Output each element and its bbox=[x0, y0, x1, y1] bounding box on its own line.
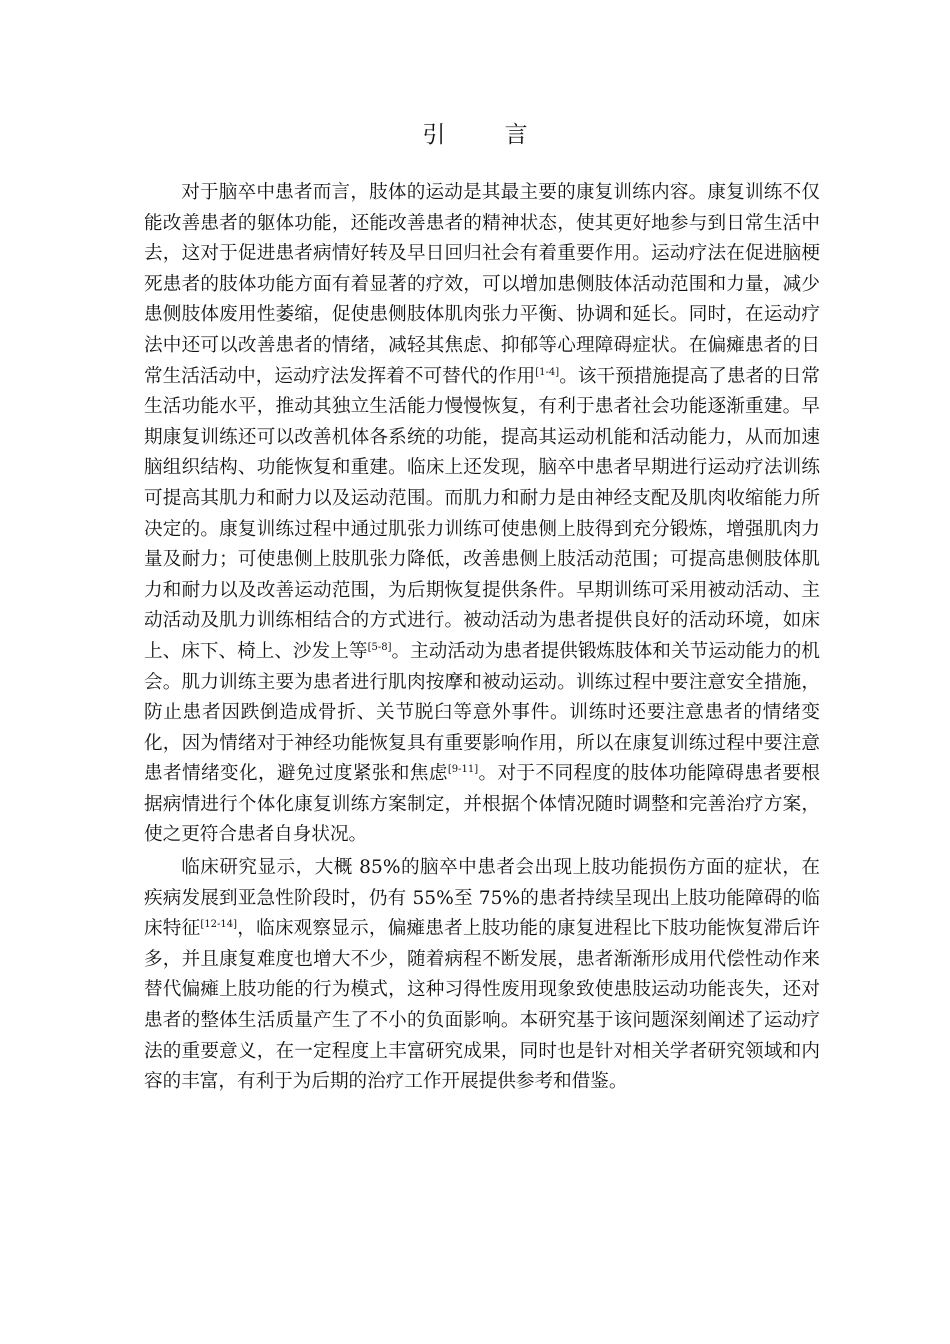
paragraph-2 bbox=[144, 853, 820, 1098]
paragraph-1 bbox=[144, 178, 820, 851]
citation-12-14: [12-14] bbox=[200, 919, 238, 931]
paragraph-2-text-1: 临床研究显示，大概 85%的脑卒中患者会出现上肢功能损伤方面的症状，在疾病发展到亚急性阶段时，仍有 55%至 75%的患者持续呈现出上肢功能障碍的临床特征 bbox=[144, 857, 820, 940]
citation-9-11: [9-11] bbox=[447, 764, 479, 776]
paragraph-1-text-4: 。对于不同程度的肢体功能障碍患者要根据病情进行个体化康复训练方案制定，并根据个体情况随时调整和完善治疗方案，使之更符合患者自身状况。 bbox=[144, 763, 820, 846]
paragraph-1-text-1: 对于脑卒中患者而言，肢体的运动是其最主要的康复训练内容。康复训练不仅能改善患者的躯体功能，还能改善患者的精神状态，使其更好地参与到日常生活中去，这对于促进患者病情好转及早日回归社会有着重要作用。运动疗法在促进脑梗死患者的肢体功能方面有着显著的疗效，可以增加患侧肢体活动范围和力量，减少患侧肢体废用性萎缩，促使患侧肢体肌肉张力平衡、协调和延长。同时，在运动疗法中还可以改善患者的情绪，减轻其焦虑、抑郁等心理障碍症状。在偏瘫患者的日常生活活动中，运动疗法发挥着不可替代的作用 bbox=[144, 182, 820, 387]
citation-5-8: [5-8] bbox=[367, 641, 392, 653]
paragraph-2-text-2: ，临床观察显示，偏瘫患者上肢功能的康复进程比下肢功能恢复滞后许多，并且康复难度也增大不少，随着病程不断发展，患者渐渐形成用代偿性动作来替代偏瘫上肢功能的行为模式，这种习得性废用现象致使患肢运动功能丧失，还对患者的整体生活质量产生了不小的负面影响。本研究基于该问题深刻阐述了运动疗法的重要意义，在一定程度上丰富研究成果，同时也是针对相关学者研究领域和内容的丰富，有利于为后期的治疗工作开展提供参考和借鉴。 bbox=[144, 918, 820, 1093]
paragraph-1-text-2: 。该干预措施提高了患者的日常生活功能水平，推动其独立生活能力慢慢恢复，有利于患者社会功能逐渐重建。早期康复训练还可以改善机体各系统的功能，提高其运动机能和活动能力，从而加速脑组织结构、功能恢复和重建。临床上还发现，脑卒中患者早期进行运动疗法训练可提高其肌力和耐力以及运动范围。而肌力和耐力是由神经支配及肌肉收缩能力所决定的。康复训练过程中通过肌张力训练可使患侧上肢得到充分锻炼，增强肌肉力量及耐力；可使患侧上肢肌张力降低，改善患侧上肢活动范围；可提高患侧肢体肌力和耐力以及改善运动范围，为后期恢复提供条件。早期训练可采用被动活动、主动活动及肌力训练相结合的方式进行。被动活动为患者提供良好的活动环境，如床上、床下、椅上、沙发上等 bbox=[144, 365, 820, 662]
body-text bbox=[144, 178, 820, 1100]
paragraph-1-text-3: 。主动活动为患者提供锻炼肢体和关节运动能力的机会。肌力训练主要为患者进行肌肉按摩和被动运动。训练过程中要注意安全措施，防止患者因跌倒造成骨折、关节脱臼等意外事件。训练时还要注意患者的情绪变化，因为情绪对于神经功能恢复具有重要影响作用，所以在康复训练过程中要注意患者情绪变化，避免过度紧张和焦虑 bbox=[144, 640, 820, 785]
citation-1-4: [1-4] bbox=[535, 366, 560, 378]
page-title: 引 言 bbox=[422, 122, 554, 148]
